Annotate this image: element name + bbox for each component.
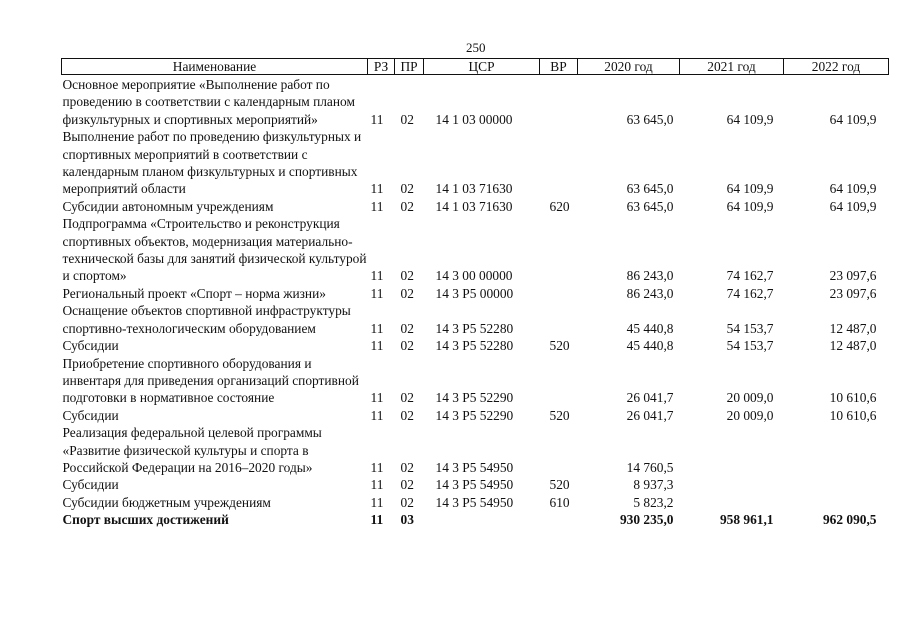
header-pr: ПР <box>395 59 424 75</box>
cell-2021 <box>680 494 784 511</box>
cell-rz: 11 <box>370 390 384 406</box>
cell-csr: 14 3 P5 52280 <box>435 320 514 336</box>
cell-rz: 11 <box>370 268 384 284</box>
cell-2021: 64 109,9 <box>726 181 774 197</box>
header-2020: 2020 год <box>578 59 680 75</box>
cell-csr: 14 3 P5 54950 <box>435 494 514 510</box>
cell-vr <box>540 128 578 198</box>
table-row <box>62 476 889 493</box>
table-row <box>62 75 889 129</box>
table-row <box>62 302 889 337</box>
cell-csr: 14 1 03 71630 <box>435 181 513 197</box>
cell-2020: 45 440,8 <box>626 338 674 354</box>
cell-pr: 02 <box>400 181 414 197</box>
cell-vr: 520 <box>549 407 570 423</box>
cell-2022 <box>784 476 889 493</box>
cell-pr: 02 <box>400 198 414 214</box>
cell-name: Субсидии <box>62 477 119 493</box>
cell-2020: 63 645,0 <box>626 198 674 214</box>
cell-2022: 64 109,9 <box>829 198 877 214</box>
cell-2020: 86 243,0 <box>626 285 674 301</box>
table-row <box>62 407 889 424</box>
cell-vr: 520 <box>549 477 570 493</box>
cell-csr: 14 1 03 00000 <box>435 111 513 127</box>
cell-2022: 12 487,0 <box>829 338 877 354</box>
cell-name: Приобретение спортивного оборудования и инвентаря для приведения организаций спортивной подготовки в нормативное состояние <box>62 355 359 406</box>
cell-name: Спорт высших достижений <box>62 512 229 528</box>
cell-vr <box>540 285 578 302</box>
cell-pr: 02 <box>400 494 414 510</box>
cell-2021: 64 109,9 <box>726 198 774 214</box>
cell-2022: 10 610,6 <box>829 407 877 423</box>
cell-csr: 14 3 00 00000 <box>435 268 513 284</box>
cell-name: Субсидии <box>62 338 119 354</box>
cell-name: Региональный проект «Спорт – норма жизни» <box>62 285 326 301</box>
cell-2022: 12 487,0 <box>829 320 877 336</box>
cell-2022: 23 097,6 <box>829 285 877 301</box>
cell-name: Субсидии автономным учреждениям <box>62 198 274 214</box>
cell-2022 <box>784 494 889 511</box>
cell-2021 <box>680 424 784 476</box>
cell-2020: 930 235,0 <box>619 512 674 528</box>
cell-pr: 02 <box>400 407 414 423</box>
cell-vr <box>540 424 578 476</box>
page-number: 250 <box>466 40 486 55</box>
cell-pr: 02 <box>400 477 414 493</box>
cell-2020: 63 645,0 <box>626 181 674 197</box>
cell-pr: 02 <box>400 338 414 354</box>
cell-name: Подпрограмма «Строительство и реконструкция спортивных объектов, модернизация материально-технической базы для занятий физической культурой и спортом» <box>62 216 367 284</box>
cell-2022 <box>784 424 889 476</box>
cell-vr <box>540 355 578 407</box>
table-row <box>62 285 889 302</box>
cell-pr: 02 <box>400 285 414 301</box>
cell-2021: 958 961,1 <box>719 512 774 528</box>
header-csr: ЦСР <box>424 59 540 75</box>
cell-csr: 14 3 P5 00000 <box>435 285 514 301</box>
cell-pr: 02 <box>400 111 414 127</box>
cell-csr: 14 3 P5 52290 <box>435 390 514 406</box>
cell-csr: 14 3 P5 54950 <box>435 477 514 493</box>
cell-pr: 02 <box>400 268 414 284</box>
cell-pr: 02 <box>400 459 414 475</box>
cell-name: Субсидии <box>62 407 119 423</box>
cell-2021: 64 109,9 <box>726 111 774 127</box>
header-2021: 2021 год <box>680 59 784 75</box>
cell-2022: 23 097,6 <box>829 268 877 284</box>
cell-2022: 962 090,5 <box>822 512 877 528</box>
cell-2022: 64 109,9 <box>829 181 877 197</box>
cell-csr: 14 3 P5 52280 <box>435 338 514 354</box>
cell-vr <box>540 302 578 337</box>
cell-2020: 63 645,0 <box>626 111 674 127</box>
cell-rz: 11 <box>370 181 384 197</box>
cell-csr <box>424 511 540 528</box>
budget-table <box>61 58 889 529</box>
cell-2021: 20 009,0 <box>726 407 774 423</box>
cell-rz: 11 <box>370 512 384 528</box>
cell-rz: 11 <box>370 285 384 301</box>
cell-vr <box>540 511 578 528</box>
cell-2020: 26 041,7 <box>626 407 674 423</box>
header-row <box>62 59 889 75</box>
cell-2020: 8 937,3 <box>633 477 674 493</box>
cell-2020: 45 440,8 <box>626 320 674 336</box>
header-name: Наименование <box>62 59 368 75</box>
cell-2022: 10 610,6 <box>829 390 877 406</box>
cell-pr: 02 <box>400 390 414 406</box>
table-row <box>62 198 889 215</box>
cell-csr: 14 3 P5 54950 <box>435 459 514 475</box>
cell-rz: 11 <box>370 477 384 493</box>
cell-2022: 64 109,9 <box>829 111 877 127</box>
table-row <box>62 511 889 528</box>
cell-2020: 26 041,7 <box>626 390 674 406</box>
cell-rz: 11 <box>370 459 384 475</box>
cell-name: Основное мероприятие «Выполнение работ по проведению в соответствии с календарным планом физкультурных и спортивных мероприятий» <box>62 77 355 127</box>
cell-name: Субсидии бюджетным учреждениям <box>62 494 271 510</box>
cell-2021: 20 009,0 <box>726 390 774 406</box>
header-2022: 2022 год <box>784 59 889 75</box>
table-row <box>62 424 889 476</box>
cell-vr <box>540 75 578 129</box>
cell-vr: 520 <box>549 338 570 354</box>
cell-2020: 86 243,0 <box>626 268 674 284</box>
table-row <box>62 355 889 407</box>
cell-2020: 5 823,2 <box>633 494 674 510</box>
table-body <box>62 75 889 529</box>
table-row <box>62 337 889 354</box>
cell-rz: 11 <box>370 407 384 423</box>
cell-name: Оснащение объектов спортивной инфраструктуры спортивно-технологическим оборудованием <box>62 303 351 336</box>
cell-rz: 11 <box>370 320 384 336</box>
cell-2020: 14 760,5 <box>626 459 674 475</box>
table-row <box>62 494 889 511</box>
cell-vr: 620 <box>549 198 570 214</box>
header-vr: ВР <box>540 59 578 75</box>
cell-vr <box>540 215 578 285</box>
cell-2021 <box>680 476 784 493</box>
table-header <box>62 59 889 75</box>
cell-csr: 14 1 03 71630 <box>435 198 513 214</box>
cell-2021: 74 162,7 <box>726 285 774 301</box>
cell-rz: 11 <box>370 111 384 127</box>
cell-rz: 11 <box>370 198 384 214</box>
table-row <box>62 128 889 198</box>
header-rz: РЗ <box>368 59 395 75</box>
cell-2021: 54 153,7 <box>726 320 774 336</box>
cell-2021: 54 153,7 <box>726 338 774 354</box>
cell-csr: 14 3 P5 52290 <box>435 407 514 423</box>
cell-pr: 02 <box>400 320 414 336</box>
cell-vr: 610 <box>549 494 570 510</box>
cell-rz: 11 <box>370 494 384 510</box>
cell-pr: 03 <box>400 512 414 528</box>
table-row <box>62 215 889 285</box>
cell-2021: 74 162,7 <box>726 268 774 284</box>
cell-name: Выполнение работ по проведению физкультурных и спортивных мероприятий в соответствии с календарным планом физкультурных и спортивных мероприятий области <box>62 129 362 197</box>
cell-rz: 11 <box>370 338 384 354</box>
cell-name: Реализация федеральной целевой программы «Развитие физической культуры и спорта в Российской Федерации на 2016–2020 годы» <box>62 425 322 475</box>
